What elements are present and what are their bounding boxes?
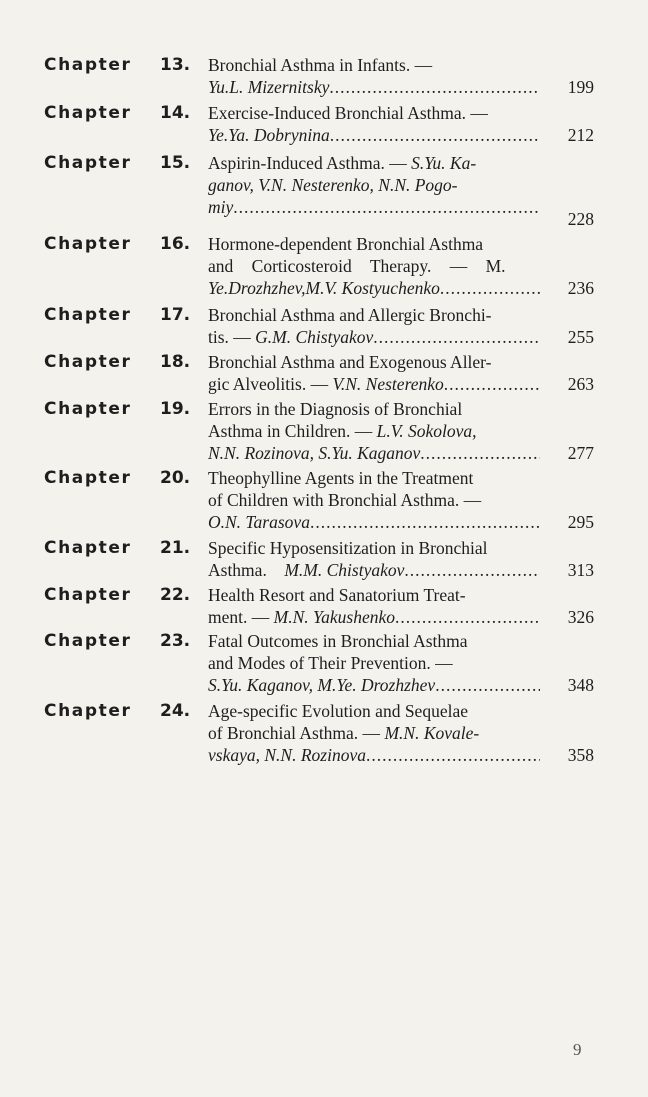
chapter-number: 14.: [160, 103, 191, 123]
page-number: 277: [567, 443, 594, 463]
chapter-label: Chapter: [44, 631, 132, 651]
chapter-title: Specific Hyposensitization in Bronchial Asthma. M.M. Chistyakov .....: [208, 537, 540, 581]
chapter-number: 15.: [160, 153, 191, 173]
author-line: S.Yu. Ka-: [411, 153, 477, 173]
chapter-label: Chapter: [44, 701, 132, 721]
chapter-number: 20.: [160, 468, 191, 488]
chapter-number: 13.: [160, 55, 191, 75]
page-number: 263: [567, 374, 594, 394]
chapter-label: Chapter: [44, 305, 132, 325]
page-number: 228: [567, 209, 594, 229]
chapter-label: Chapter: [44, 538, 132, 558]
chapter-title: Theophylline Agents in the Treatment of Children with Bronchial Asthma. — O.N. Tarasova .....: [208, 467, 540, 533]
chapter-label: Chapter: [44, 103, 132, 123]
page-folio: 9: [573, 1040, 582, 1059]
chapter-label: Chapter: [44, 399, 132, 419]
page-number: 313: [567, 560, 594, 580]
chapter-number: 22.: [160, 585, 191, 605]
chapter-number: 21.: [160, 538, 191, 558]
chapter-title: Errors in the Diagnosis of Bronchial Asthma in Children. — L.V. Sokolova, N.N. Rozinova, S.Yu. Kaganov .....: [208, 398, 540, 464]
chapter-label: Chapter: [44, 55, 132, 75]
page-number: 358: [567, 745, 594, 765]
page-number: 212: [567, 125, 594, 145]
chapter-number: 16.: [160, 234, 191, 254]
author-line: Ye.Ya. Dobrynina: [208, 125, 330, 145]
title-line: Exercise-Induced Bronchial Asthma. —: [208, 103, 488, 123]
chapter-number: 23.: [160, 631, 191, 651]
page-number: 326: [567, 607, 594, 627]
chapter-title: Hormone-dependent Bronchial Asthma and Corticosteroid Therapy. — M. Ye.Drozhzhev,M.V. Kostyuchenko .....: [208, 233, 540, 299]
chapter-label: Chapter: [44, 468, 132, 488]
chapter-label: Chapter: [44, 585, 132, 605]
chapter-title: Fatal Outcomes in Bronchial Asthma and Modes of Their Prevention. — S.Yu. Kaganov, M.Ye. Drozhzhev .....: [208, 630, 540, 696]
chapter-label: Chapter: [44, 352, 132, 372]
page-number: 295: [567, 512, 594, 532]
chapter-number: 17.: [160, 305, 191, 325]
author-line: S.Yu. Kaganov, M.Ye. Drozhzhev: [208, 675, 436, 695]
chapter-title: [208, 54, 540, 98]
chapter-title: Bronchial Asthma and Allergic Bronchi- tis. — G.M. Chistyakov .....: [208, 304, 540, 348]
chapter-title: Aspirin-Induced Asthma. — S.Yu. Ka- ganov, V.N. Nesterenko, N.N. Pogo- miy .....: [208, 152, 540, 218]
author-line: Ye.Drozhzhev,M.V. Kostyuchenko: [208, 278, 440, 298]
page-number: 236: [567, 278, 594, 298]
author-line: O.N. Tarasova: [208, 512, 310, 532]
chapter-title: Bronchial Asthma and Exogenous Aller- gic Alveolitis. — V.N. Nesterenko .....: [208, 351, 540, 395]
chapter-title: Health Resort and Sanatorium Treat- ment. — M.N. Yakushenko .....: [208, 584, 540, 628]
chapter-title: Age-specific Evolution and Sequelae of Bronchial Asthma. — M.N. Kovale- vskaya, N.N. Rozinova .....: [208, 700, 540, 766]
chapter-title: [208, 102, 540, 146]
chapter-number: 19.: [160, 399, 191, 419]
page-number: 255: [567, 327, 594, 347]
chapter-label: Chapter: [44, 153, 132, 173]
chapter-number: 18.: [160, 352, 191, 372]
page-number: 199: [567, 77, 594, 97]
chapter-label: Chapter: [44, 234, 132, 254]
page-number: 348: [567, 675, 594, 695]
chapter-number: 24.: [160, 701, 191, 721]
title-line: Bronchial Asthma in Infants. —: [208, 55, 433, 75]
author-line: Yu.L. Mizernitsky: [208, 77, 330, 97]
